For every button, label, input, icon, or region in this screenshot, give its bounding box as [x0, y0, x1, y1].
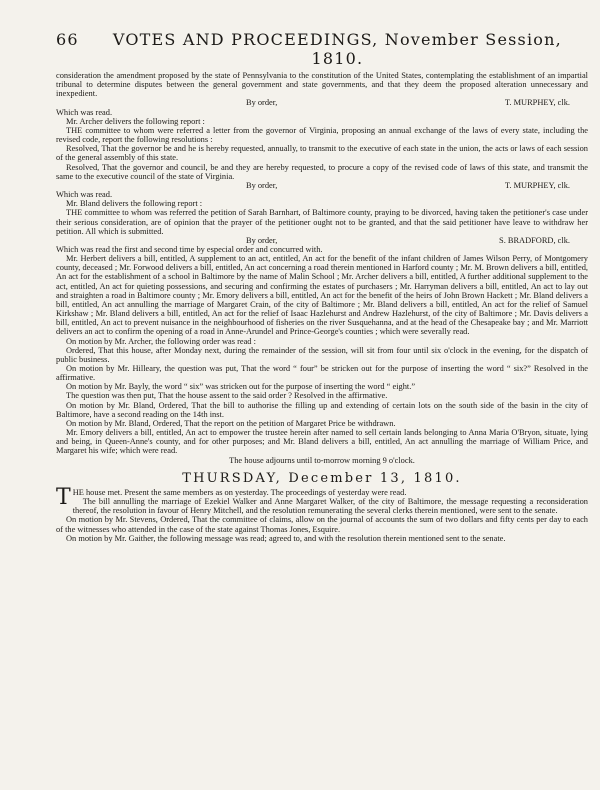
paragraph: Mr. Herbert delivers a bill, entitled, A supplement to an act, entitled, An act for the benefit of the infant children of James Wilson Perry, of Montgomery county, deceased ; Mr. Forwood delivers a bill, entitled, An act concerning a road therein mentioned in Harford county ; Mr. M. Brown delivers a bill, entitled, An act for the establishment of a school in Baltimore by the name of Malin School ; Mr. Archer delivers a bill, entitled, A further additional supplement to the act, entitled, An act for quieting possessions, and securing and confirming the estates of purchasers ; Mr. Harryman delivers a bill, entitled, An act to lay out and straighten a road in Baltimore county ; Mr. Emory delivers a bill, entitled, An act for the benefit of the heirs of John Brown Hackett ; Mr. Bland delivers a bill, entitled, An act annulling the marriage of Margaret Crain, of the city of Baltimore ; Mr. Bland delivers a bill, entitled, An act for the relief of Samuel Kirkshaw ; Mr. Bland delivers a bill, entitled, An act for the relief of Isaac Hazlehurst and Andrew Hazlehurst, of the city of Baltimore ; Mr. Davis delivers a bill, entitled, An act to prevent nuisance in the neighbourhood of fisheries on the river Susquehanna, and at the head of the Chesapeake bay ; and Mr. Marriott delivers an act to confirm the opening of a road in Anne-Arundel and Prince-George's counties ; which were severally read. [56, 254, 588, 337]
paragraph: On motion by Mr. Bland, Ordered, That the bill to authorise the filling up and extending of certain lots on the south side of the basin in the city of Baltimore, have a second reading on the 14th inst. [56, 400, 588, 419]
paragraph: On motion by Mr. Bland, Ordered, That the report on the petition of Margaret Price be withdrawn. [66, 418, 396, 428]
signature-clerk: S. BRADFORD, clk. [499, 235, 570, 245]
paragraph: Ordered, That this house, after Monday next, during the remainder of the session, will sit from four until six o'clock in the evening, for the dispatch of public business. [56, 345, 588, 364]
paragraph: Mr. Emory delivers a bill, entitled, An act to empower the trustee herein after named to sell certain lands belonging to Anna Maria O'Bryon, situate, lying and being, in Queen-Anne's county, and for other purposes; and Mr. Bland delivers a bill, entitled, An act annulling the marriage of William Price, and Margaret his wife; which were read. [56, 428, 588, 456]
paragraph: On motion by Mr. Gaither, the following message was read; agreed to, and with the resolution therein mentioned sent to the senate. [66, 533, 506, 543]
paragraph: Mr. Bland delivers the following report : [66, 199, 203, 209]
paragraph: The question was then put, That the house assent to the said order ? Resolved in the affirmative. [66, 391, 388, 401]
paragraph: Resolved, That the governor be and he is hereby requested, annually, to transmit to the executive of each state in the union, the acts or laws of each session of the general assembly of this state. [56, 144, 588, 163]
paragraph-text: HE house met. Present the same members as on yesterday. The proceedings of yesterday were read. [72, 487, 407, 497]
paragraph: THE committee to whom were referred a letter from the governor of Virginia, proposing an annual exchange of the laws of every state, including the revised code, report the following resolutions : [56, 125, 588, 145]
drop-cap: T [56, 484, 71, 510]
paragraph: On motion by Mr. Archer, the following order was read : [66, 336, 256, 346]
paragraph: THE committee to whom was referred the petition of Sarah Barnhart, of Baltimore county, praying to be divorced, having taken the petitioner's case under their serious consideration, are of opinion that the prayer of the petitioner ought not to be granted, and that the said petitioner have leave to withdraw her petition. All which is submitted. [56, 208, 588, 236]
paragraph: Which was read. [56, 107, 113, 117]
page-number: 66 [56, 30, 79, 49]
signature-line [56, 236, 588, 245]
paragraph: Resolved, That the governor and council, be and they are hereby requested, to procure a copy of the revised code of laws of this state, and transmit the same to the executive council of the state of Virginia. [56, 162, 588, 181]
signature-by-order: By order, [246, 235, 278, 245]
running-head [56, 30, 588, 68]
paragraph: On motion by Mr. Hilleary, the question was put, That the word “ four” be stricken out for the purpose of inserting the word “ six?” Resolved in the affirmative. [56, 364, 588, 383]
signature-clerk: T. MURPHEY, clk. [504, 180, 570, 190]
section-heading: THURSDAY, December 13, 1810. [182, 470, 462, 486]
paragraph: Which was read. [56, 190, 113, 200]
signature-line [56, 181, 588, 190]
paragraph: Mr. Archer delivers the following report : [66, 116, 205, 126]
document-body [56, 71, 588, 543]
paragraph: On motion by Mr. Stevens, Ordered, That the committee of claims, allow on the journal of accounts the sum of two dollars and fifty cents per day to each of the witnesses who attended in the case of the state against Thomas Jones, Esquire. [56, 515, 588, 534]
paragraph: The bill annulling the marriage of Ezekiel Walker and Anne Margaret Walker, of the city of Baltimore, the message requesting a reconsideration thereof, the resolution in favour of Henry Mitchell, and the resolution remunerating the several clerks therein mentioned, were sent to the senate. [72, 497, 588, 516]
paragraph: Which was read the first and second time by especial order and concurred with. [56, 244, 323, 254]
signature-clerk: T. MURPHEY, clk. [504, 98, 570, 108]
signature-line [56, 98, 588, 107]
signature-by-order: By order, [246, 98, 278, 108]
running-title: VOTES AND PROCEEDINGS, November Session, 1810. [112, 30, 562, 68]
signature-by-order: By order, [246, 180, 278, 190]
adjournment-line: The house adjourns until to-morrow morning 9 o'clock. [229, 455, 415, 465]
paragraph: consideration the amendment proposed by the state of Pennsylvania to the constitution of the United States, contemplating the establishment of an impartial tribunal to determine disputes between the general government and state governments, and that they deem the proposed alteration unnecessary and inexpedient. [56, 71, 588, 99]
paragraph: On motion by Mr. Bayly, the word “ six” was stricken out for the purpose of inserting the word “ eight.” [66, 382, 416, 392]
